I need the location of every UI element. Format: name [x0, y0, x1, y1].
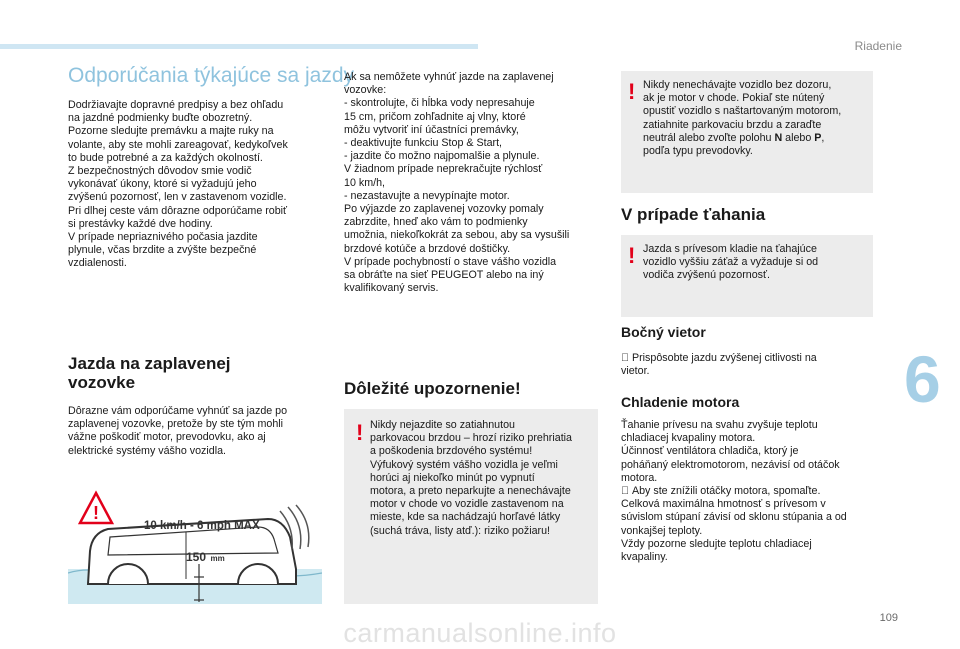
car-in-water-drawing	[68, 489, 322, 604]
warning-triangle-mark: !	[93, 503, 99, 523]
watermark: carmanualsonline.info	[343, 618, 617, 648]
towing-warning-box	[621, 235, 873, 317]
cooling-heading: Chladenie motora	[621, 394, 740, 410]
flood-text: Dôrazne vám odporúčame vyhnúť sa jazde po zaplavenej vozovke, pretože by ste tým mohli vážne poškodiť motor, prevodovku, ako aj elektrické systémy vášho vozidla.	[68, 405, 288, 457]
crosswind-heading: Bočný vietor	[621, 324, 706, 340]
unattended-text-part: alebo	[782, 131, 815, 144]
depth-unit: mm	[210, 554, 225, 563]
chapter-tab	[900, 340, 960, 418]
cooling-text: Ťahanie prívesu na svahu zvyšuje teplotu chladiacej kvapaliny motora. Účinnosť ventilátora chladiča, ktorý je poháňaný elektromotorom, nezávisí od otáčok motora. Aby ste znížili otáčky motora, spomaľte. Celková maximálna hmotnosť s prívesom v súvislom stúpaní závisí od sklonu stúpania a od vonkajšej teploty. Vždy pozorne sledujte teplotu chladiacej kvapaliny.	[621, 419, 847, 564]
important-heading: Dôležité upozornenie!	[344, 379, 521, 398]
unattended-warning-text	[643, 79, 869, 158]
flood-heading: Jazda na zaplavenej vozovke	[68, 354, 231, 392]
warning-icon: !	[628, 243, 636, 268]
flood-continued-text: Ak sa nemôžete vyhnúť jazde na zaplavenej vozovke: - skontrolujte, či hĺbka vody nepresahuje 15 cm, pričom zohľadnite aj vlny, ktoré môžu vytvoriť iní účastníci premávky, - deaktivujte funkciu Stop & Start, - jazdite čo možno najpomalšie a plynule. V žiadnom prípade neprekračujte rýchlosť 10 km/h, - nezastavujte a nevypínajte motor. Po výjazde zo zaplavenej vozovky pomaly zabrzdite, hneď ako vám to podmienky umožnia, niekoľkokrát za sebou, aby sa vysušili brzdové kotúče a brzdové doštičky. V prípade pochybností o stave vášho vozidla sa obráťte na sieť PEUGEOT alebo na iný kvalifikovaný servis.	[344, 71, 570, 295]
page-number: 109	[879, 612, 898, 624]
unattended-text-part: Nikdy nenechávajte vozidlo bez dozoru, ak je motor v chode. Pokiaľ ste nútený opustiť vozidlo s naštartovaným motorom, zatiahnite parkovaciu brzdu a zaraďte neutrál alebo zvoľte polohu	[643, 79, 842, 144]
warning-icon: !	[356, 420, 364, 445]
depth-label	[186, 548, 225, 566]
handbrake-warning-text: Nikdy nejazdite so zatiahnutou parkovacou brzdou – hrozí riziko prehriatia a poškodenia brzdového systému! Výfukový systém vášho vozidla je veľmi horúci aj niekoľko minút po vypnutí motora, a preto neparkujte a nenechávajte motor v chode vo vozidle zastavenom na mieste, kde sa nachádzajú horľavé látky (suchá tráva, listy atď.): riziko požiaru!	[370, 419, 572, 537]
crosswind-text: Prispôsobte jazdu zvýšenej citlivosti na vietor.	[621, 352, 806, 378]
section-name: Riadenie	[854, 39, 902, 53]
unattended-text-part: , podľa typu prevodovky.	[643, 131, 825, 158]
warning-icon: !	[628, 79, 636, 104]
depth-value: 150	[186, 550, 207, 564]
top-accent-bar	[0, 44, 478, 49]
unattended-warning-box	[621, 71, 873, 193]
gear-position-n: N	[774, 131, 783, 144]
handbrake-warning-box	[344, 409, 598, 604]
towing-warning-text: Jazda s prívesom kladie na ťahajúce vozidlo vyššiu záťaž a vyžaduje si od vodiča zvýšenú pozornosť.	[643, 243, 819, 282]
gear-position-p: P	[814, 131, 822, 144]
page-title: Odporúčania týkajúce sa jazdy	[68, 64, 354, 87]
flood-illustration	[68, 489, 322, 604]
chapter-number: 6	[904, 342, 941, 416]
towing-heading: V prípade ťahania	[621, 205, 766, 224]
intro-text: Dodržiavajte dopravné predpisy a bez ohľadu na jazdné podmienky buďte obozretný. Pozorne sledujte premávku a majte ruky na volante, aby ste mohli zareagovať, kedykoľvek to bude potrebné a za každých okolností. Z bezpečnostných dôvodov smie vodič vykonávať úkony, ktoré si vyžadujú jeho zvýšenú pozornosť, len v zastavenom vozidle. Pri dlhej ceste vám dôrazne odporúčame robiť si prestávky každé dve hodiny. V prípade nepriaznivého počasia jazdite plynule, včas brzdite a zvýšte bezpečné vzdialenosti.	[68, 99, 288, 270]
speed-limit-label: 10 km/h - 6 mph MAX	[144, 520, 260, 532]
